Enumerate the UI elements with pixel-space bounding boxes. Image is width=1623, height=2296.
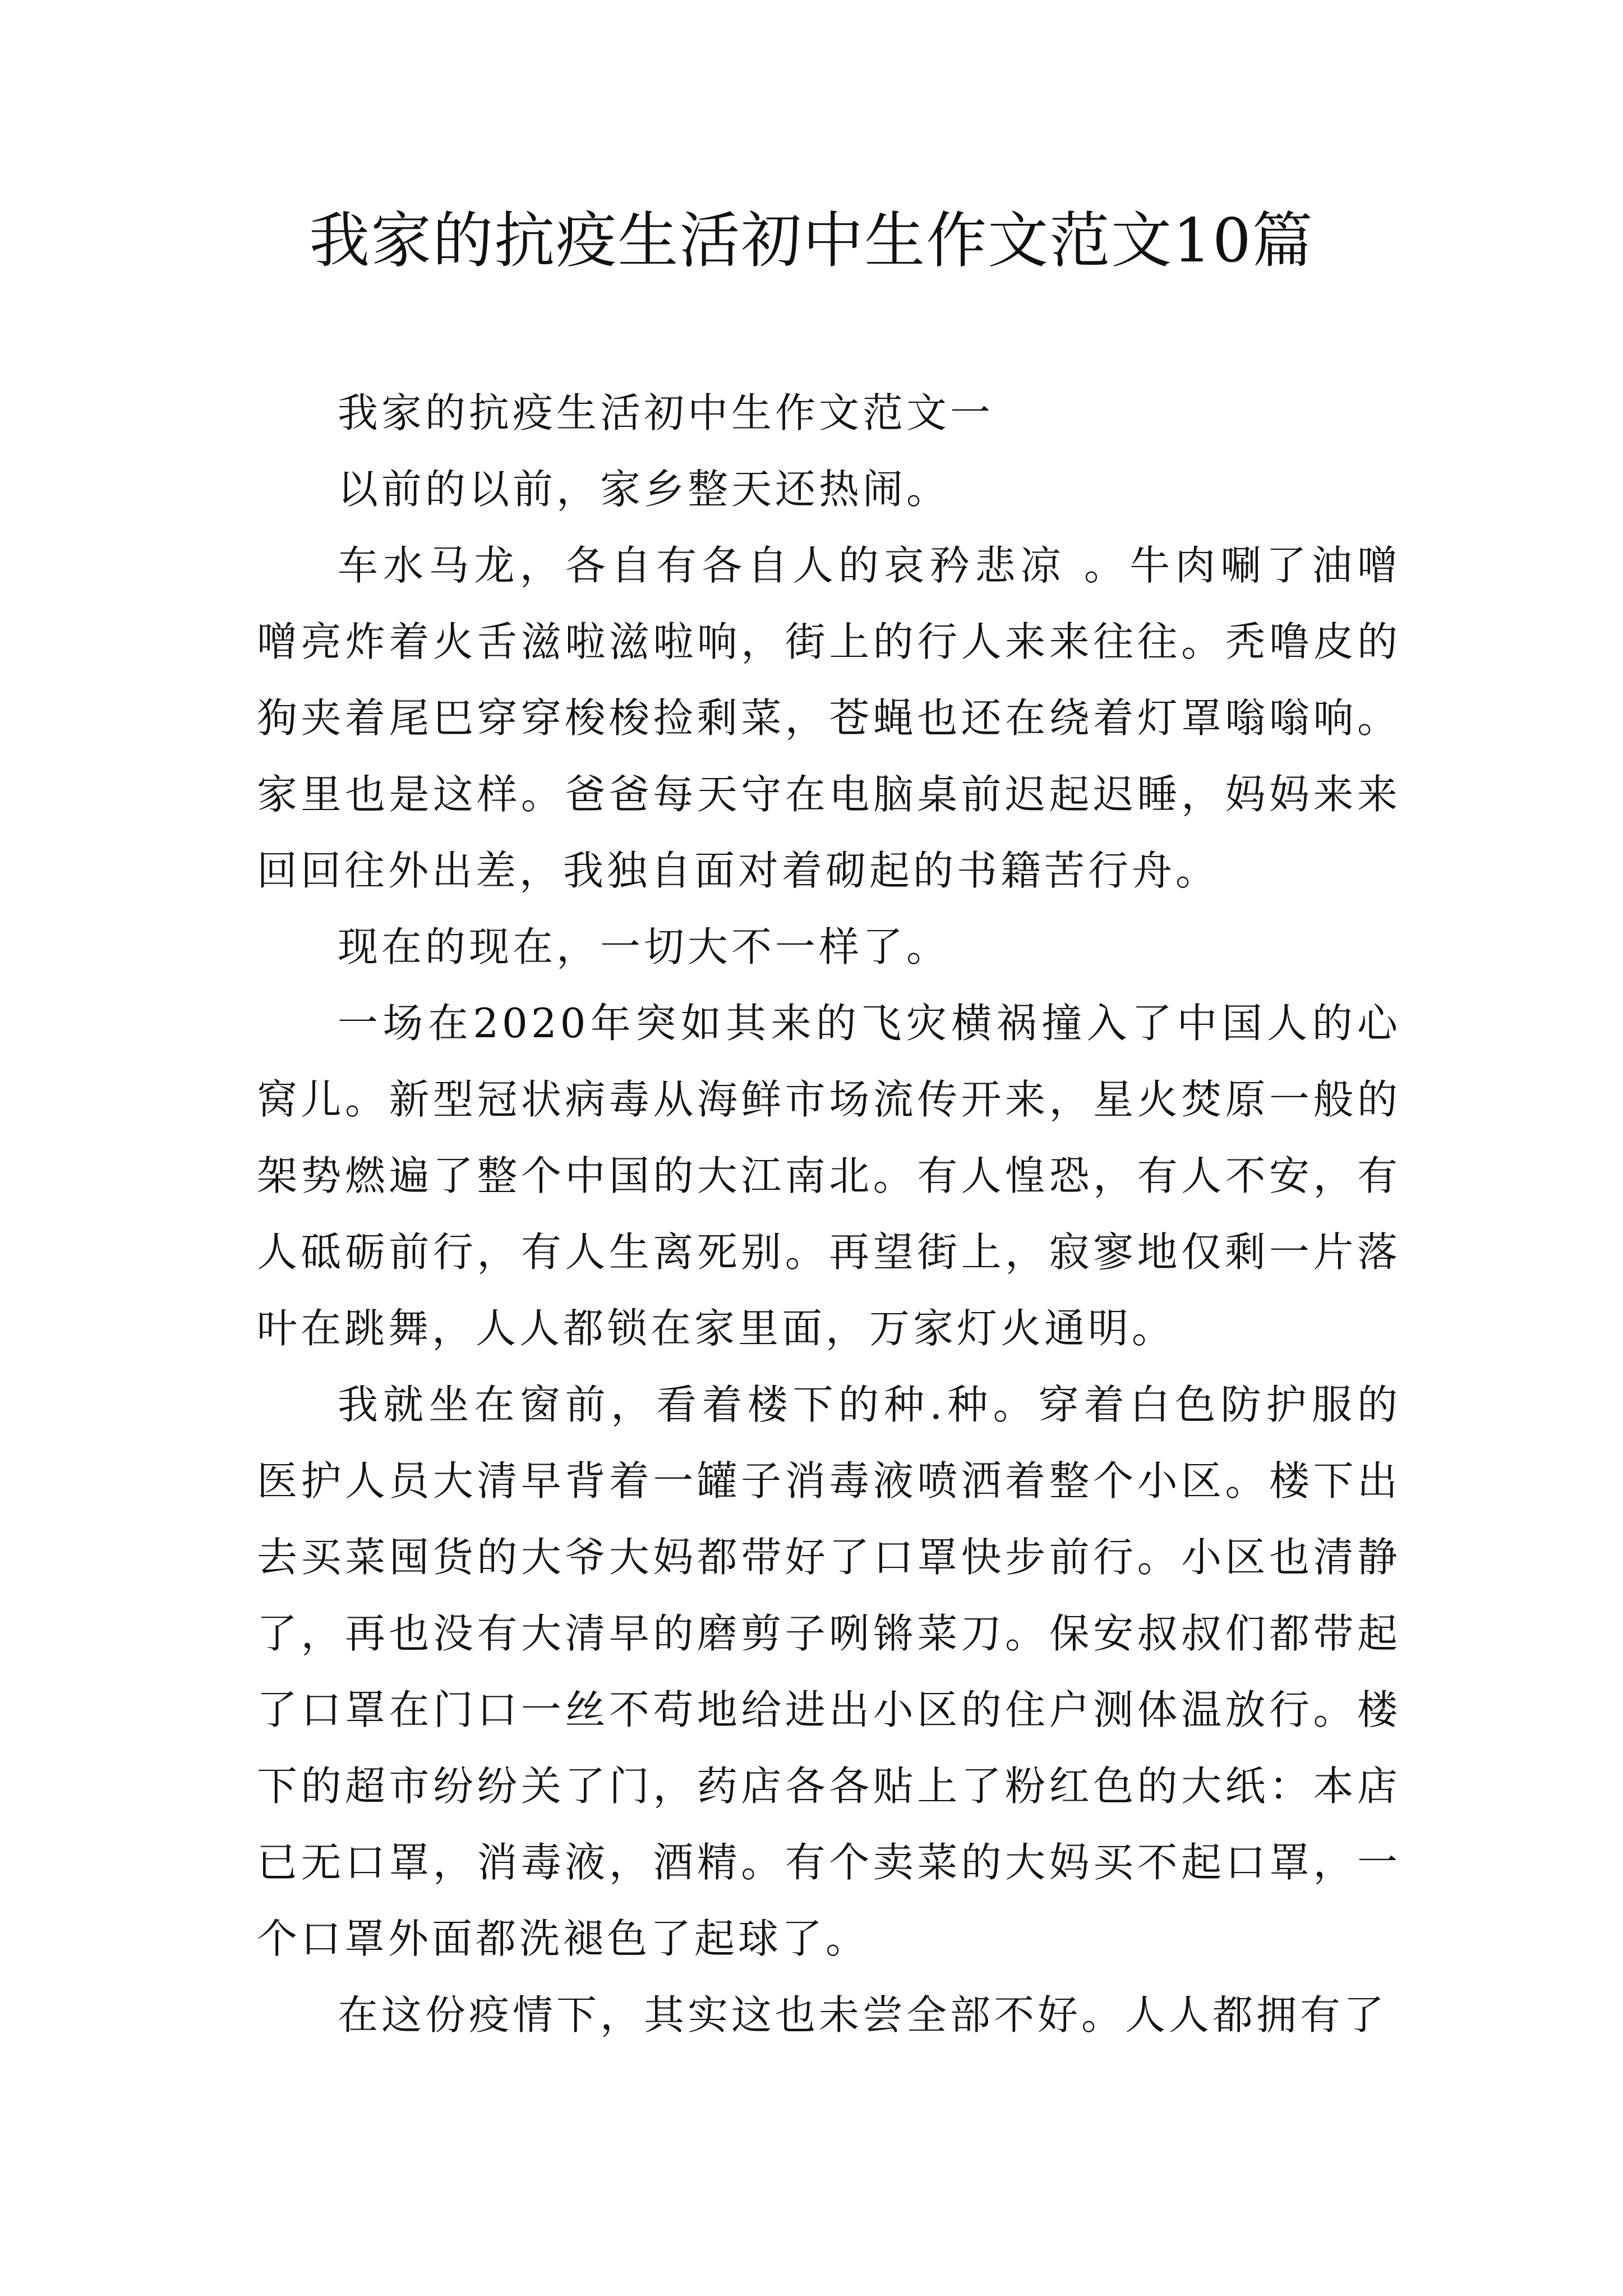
document-body <box>257 375 1401 2053</box>
paragraph-essay-heading: 我家的抗疫生活初中生作文范文一 <box>338 389 994 436</box>
document-title: 我家的抗疫生活初中生作文范文10篇 <box>309 206 1314 276</box>
paragraph: 以前的以前，家乡整天还热闹。 <box>338 466 951 513</box>
paragraph: 我就坐在窗前，看着楼下的种.种。穿着白色防护服的医护人员大清早背着一罐子消毒液喷洒着整个小区。楼下出去买菜囤货的大爷大妈都带好了口罩快步前行。小区也清静了，再也没有大清早的磨剪子咧锵菜刀。保安叔叔们都带起了口罩在门口一丝不苟地给进出小区的住户测体温放行。楼下的超市纷纷关了门，药店各各贴上了粉红色的大纸：本店已无口罩，消毒液，酒精。有个卖菜的大妈买不起口罩，一个口罩外面都洗褪色了起球了。 <box>257 1381 1401 1962</box>
paragraph: 车水马龙，各自有各自人的哀矜悲凉 。牛肉唰了油噌噌亮炸着火舌滋啦滋啦响，街上的行人来来往往。秃噜皮的狗夹着尾巴穿穿梭梭捡剩菜，苍蝇也还在绕着灯罩嗡嗡响。家里也是这样。爸爸每天守在电脑桌前迟起迟睡，妈妈来来回回往外出差，我独自面对着砌起的书籍苦行舟。 <box>257 542 1401 894</box>
paragraph: 在这份疫情下，其实这也未尝全部不好。人人都拥有了 <box>338 1991 1388 2039</box>
paragraph: 现在的现在，一切大不一样了。 <box>338 923 951 970</box>
paragraph: 一场在2020年突如其来的飞灾横祸撞入了中国人的心窝儿。新型冠状病毒从海鲜市场流传开来，星火焚原一般的架势燃遍了整个中国的大江南北。有人惶恐，有人不安，有人砥砺前行，有人生离死别。再望街上，寂寥地仅剩一片落叶在跳舞，人人都锁在家里面，万家灯火通明。 <box>257 1000 1401 1352</box>
